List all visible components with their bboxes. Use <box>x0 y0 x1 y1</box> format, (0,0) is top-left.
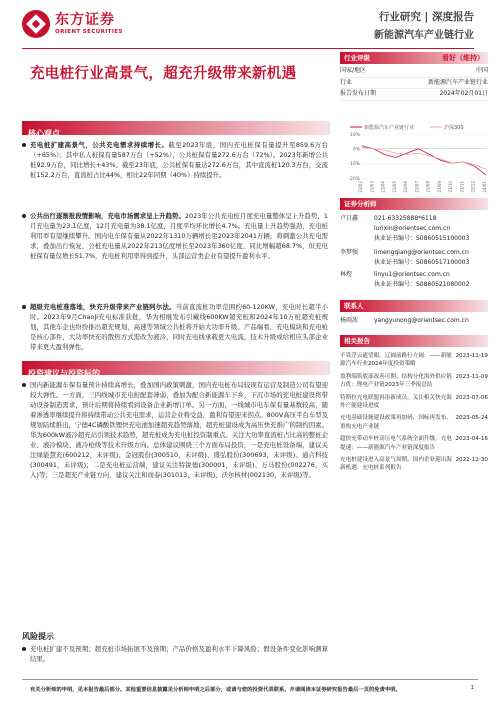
x-tick-label: 23/04 <box>380 181 386 193</box>
analyst-block <box>340 248 488 268</box>
related-report-item[interactable] <box>340 352 488 369</box>
related-report-item[interactable] <box>340 435 488 452</box>
risk-text: 充电桩扩建不及预期；超充桩市场拓展不及预期；产品价格及盈利水平下降风险；假设条件变化影响测算结果。 <box>30 645 328 663</box>
rating-value: 看好（维持） <box>442 54 484 62</box>
related-report-title[interactable]: 超快充带动车桩高压电气系统全面升级，充电提速：——新能源汽车产业链深度报告 <box>340 436 452 451</box>
related-report-date: 2022-12-30 <box>455 457 488 464</box>
footer-disclaimer: 有关分析师的申明，见本报告最后部分。其他重要信息披露见分析师申明之后部分，或请与您的投资代表联系。并请阅读本证券研究报告最后一页的免责申明。 <box>30 687 401 693</box>
page-number: 1 <box>470 685 474 691</box>
analyst-email: limengqiang@orientsec.com.cn <box>374 249 469 256</box>
bullet-icon <box>22 143 26 147</box>
analyst-email: lurixin@orientsec.com.cn <box>374 225 451 232</box>
x-tick-label: 23/07 <box>414 181 420 193</box>
logo-name-en: ORIENT SECURITIES <box>55 29 123 35</box>
info-row <box>340 66 488 78</box>
bullet-icon <box>22 214 26 218</box>
company-logo <box>22 10 123 38</box>
core-bullet-1-text: 截至2023年底，国内充电桩保有量提升至859.6万台（+65%）；其中私人桩保有量587万台（+52%），公共桩保有量272.6万台（72%）。2023年新增公共桩92.9万台，同比增长+43%。截至23年底，公共桩保有量达272.6万台，其中直流桩120.3万台，交流桩152.2万台，直流桩占比44%，相比22年同期（40%）持续提升。 <box>30 141 328 179</box>
core-bullet-3 <box>30 302 328 352</box>
x-tick-label: 23/02 <box>358 181 363 193</box>
related-report-date: 2023-05-24 <box>455 415 488 422</box>
related-label: 相关报告 <box>344 337 370 345</box>
investment-label: 投资建议与投资标的 <box>28 369 100 378</box>
x-tick-label: 23/11 <box>459 181 465 193</box>
analyst-license: 执业证书编号：S0860515100003 <box>374 235 470 242</box>
analyst-email: linyu1@orientsec.com.cn <box>374 271 450 278</box>
x-tick-label: 23/08 <box>425 181 431 193</box>
performance-chart <box>340 122 490 194</box>
x-tick-label: 24/01 <box>482 181 487 193</box>
related-report-date: 2023-11-09 <box>455 373 488 380</box>
core-bullet-3-text: 当前直流桩功率范围约60-120KW，充电时长超半小时。2023年9月ChaoJi充电标准获批，华为相继发布引藏线600KW超充桩和2024年10万桩超充桩规划，其他车企也纷纷推出超充规划，高速等领域公共桩将开始大功率升级。产品端看，充电模块和充电枪是核心部件，大功率快充的散热方式需改为液冷，同时充电线承载更大电流，技术升级或给相应头部企业带来更大盈利弹性。 <box>30 303 328 351</box>
report-type: 行业研究 | 深度报告 <box>378 11 474 23</box>
logo-name-cn: 东方证券 <box>55 12 115 28</box>
info-key: 国家/地区 <box>340 67 367 74</box>
y-tick-label: 10% <box>349 132 360 138</box>
legend-label-a: 新能源汽车产业链行业 <box>364 125 415 131</box>
analysts-label: 证券分析师 <box>344 200 377 208</box>
core-view-header <box>22 121 330 138</box>
x-tick-label: 23/06 <box>403 181 409 193</box>
analyst-license: 执业证书编号：S0860517100003 <box>374 259 470 266</box>
related-report-item[interactable] <box>340 414 488 431</box>
investment-text: 国内新能源车保有量预计持续高增长，叠加国内政策刺激，国内充电桩布局较现有运营及制造公司有望迎较大弹性。一方面，三四线城市充电桩配套薄弱，叠加为配合新能源车下乡，下沉市场的充电桩建设将带动设备制造需求，预计后期将持续看到设备企业新增订单。另一方面，一线城市电车保有量基数较高，随着渗透率继续提升将持续带动公共充电需求，运营企业将受益，盈利有望迎来拐点。800V高压平台车型及规划陆续推出，宁德4C磷酸铁锂快充电池加速超充趋势落地，超充桩建设成为高压快充推广的制约因素。华为600kW液冷超充站引领技术趋势，超充桩成为充电桩投资制重点。关注大功率直流桩占比高的整桩企业、液冷模块、液冷枪线等技术升级方向。总体建议围绕三个方面布局投资，一是充电桩设备端，建议关注绿能慧充(600212，未评级)、金冠股份(300510，未评级)、盛弘股份(300693，未评级)、通合科技(300491，未评级)；二是充电桩运营端，建议关注特锐德(300001，未评级)、万马股份(002276，买入)等；三是超充产业链方向，建议关注和而泰(301013，未评级)、沃尔核材(002130，未评级)等。 <box>30 381 328 479</box>
x-tick-label: 23/10 <box>448 181 454 193</box>
x-tick-label: 23/12 <box>470 181 476 193</box>
bullet-icon <box>22 647 26 651</box>
related-report-date: 2023-07-06 <box>455 394 488 401</box>
related-report-item[interactable] <box>340 456 488 473</box>
report-title: 充电桩行业高景气，超充升级带来新机遇 <box>30 66 297 82</box>
info-value: 中国 <box>475 67 488 74</box>
related-report-title[interactable]: 充电桩建设进入高景气周期，国内企业迎出海新机遇：充电桩系列报告 <box>340 457 452 472</box>
analyst-block <box>340 270 488 290</box>
rating-label: 行业评级 <box>344 54 370 62</box>
info-key: 行业 <box>340 78 353 86</box>
related-panel <box>340 335 488 477</box>
related-report-title[interactable]: 不畏浮云遮望眼，辽阔前路行方阔：——新能源汽车行业2024年度投资策略 <box>340 353 452 368</box>
y-tick-label: -20% <box>348 176 360 182</box>
analysts-header <box>340 198 488 210</box>
info-value: 2024年02月01日 <box>439 90 488 97</box>
related-report-title[interactable]: 充电基础设施建设政策再加码，国标再发布，重构充电产业链 <box>340 415 452 430</box>
y-tick-label: -10% <box>348 162 360 168</box>
y-tick-label: 0% <box>352 147 360 153</box>
info-row <box>340 78 488 90</box>
analyst-license: 执业证书编号：S0860521080002 <box>374 281 470 288</box>
info-key: 报告发布日期 <box>340 90 377 97</box>
core-bullet-2-lead: 公共出行逐渐报段情影响，充电市场需求呈上升趋势。 <box>30 212 185 220</box>
header-divider <box>22 48 474 49</box>
analysts-panel <box>340 198 488 210</box>
contact-name: 杨雨浓 <box>340 317 359 324</box>
related-report-title[interactable]: 特斯拉充电联盟再添新成员，关注相关快充海外产能建设进度 <box>340 394 452 410</box>
contact-block <box>340 316 488 326</box>
footer-divider <box>22 679 478 680</box>
investment-header <box>22 361 330 378</box>
related-report-item[interactable] <box>340 373 488 390</box>
analyst-name: 林煜 <box>340 271 353 278</box>
investment-paragraph <box>30 380 328 480</box>
core-bullet-1-lead: 充电桩扩建高景气，公共充电需求持续增长。 <box>30 141 169 149</box>
analyst-name: 卢日鑫 <box>340 215 359 222</box>
x-tick-label: 23/03 <box>369 181 375 193</box>
risk-paragraph <box>30 644 328 664</box>
analyst-block <box>340 214 488 244</box>
report-sector: 新能源汽车产业链行业 <box>374 30 474 41</box>
core-bullet-2-text: 2023年公共充电桩月度充电量整体呈上升趋势，1月充电量为23.1亿度，12月充电量为38.1亿度，月度平均环比增长4.7%。充电量上升趋势强劲，充电桩利用率有望继续攀升。国内电车保有量从2022年1310万辆增长至2023年2041万辆，将刺激公共充电需求，叠加出行恢复，公桩充电量从2022年213亿度增长至2023年360亿度，同比增幅超68.7%，但充电桩保有量仅增长51.7%，充电桩利用率得到提升，头部运营类企业有望提升盈利水平。 <box>30 212 328 260</box>
info-value: 新能源汽车产业链行业 <box>427 78 488 86</box>
related-report-item[interactable] <box>340 394 488 411</box>
core-view-label: 核心观点 <box>28 129 60 138</box>
contact-email: yangyunong@orientsec.com.cn <box>374 317 469 324</box>
related-report-title[interactable]: 盈利端筑底部改善可期，结构分化海外供应链占优：锂电产业链2023年三季报总结 <box>340 373 452 389</box>
bullet-icon <box>22 305 26 309</box>
x-tick-label: 23/09 <box>436 181 442 193</box>
contact-panel <box>340 300 488 312</box>
related-header <box>340 335 488 347</box>
risk-title: 风险提示 <box>22 632 54 641</box>
series-line-sector <box>362 146 486 175</box>
core-bullet-2 <box>30 211 328 261</box>
core-bullet-1 <box>30 140 328 180</box>
x-tick-label: 23/05 <box>391 181 397 193</box>
rating-panel <box>340 52 488 101</box>
related-report-date: 2023-11-19 <box>455 353 488 359</box>
related-report-date: 2023-04-16 <box>455 436 488 443</box>
analyst-name: 李梦强 <box>340 249 359 256</box>
analyst-phone: 021-63325888*6118 <box>374 215 437 222</box>
logo-icon <box>22 10 50 38</box>
legend-label-b: 沪深300 <box>444 125 464 131</box>
series-line-csi300 <box>362 147 486 169</box>
core-bullet-3-lead: 超级充电桩准落地，快充升级带来产业链阿尔法。 <box>30 303 176 311</box>
contact-label: 联系人 <box>344 302 364 310</box>
contact-header <box>340 300 488 312</box>
info-row <box>340 89 488 101</box>
bullet-icon <box>22 383 26 387</box>
rating-header <box>340 52 488 64</box>
